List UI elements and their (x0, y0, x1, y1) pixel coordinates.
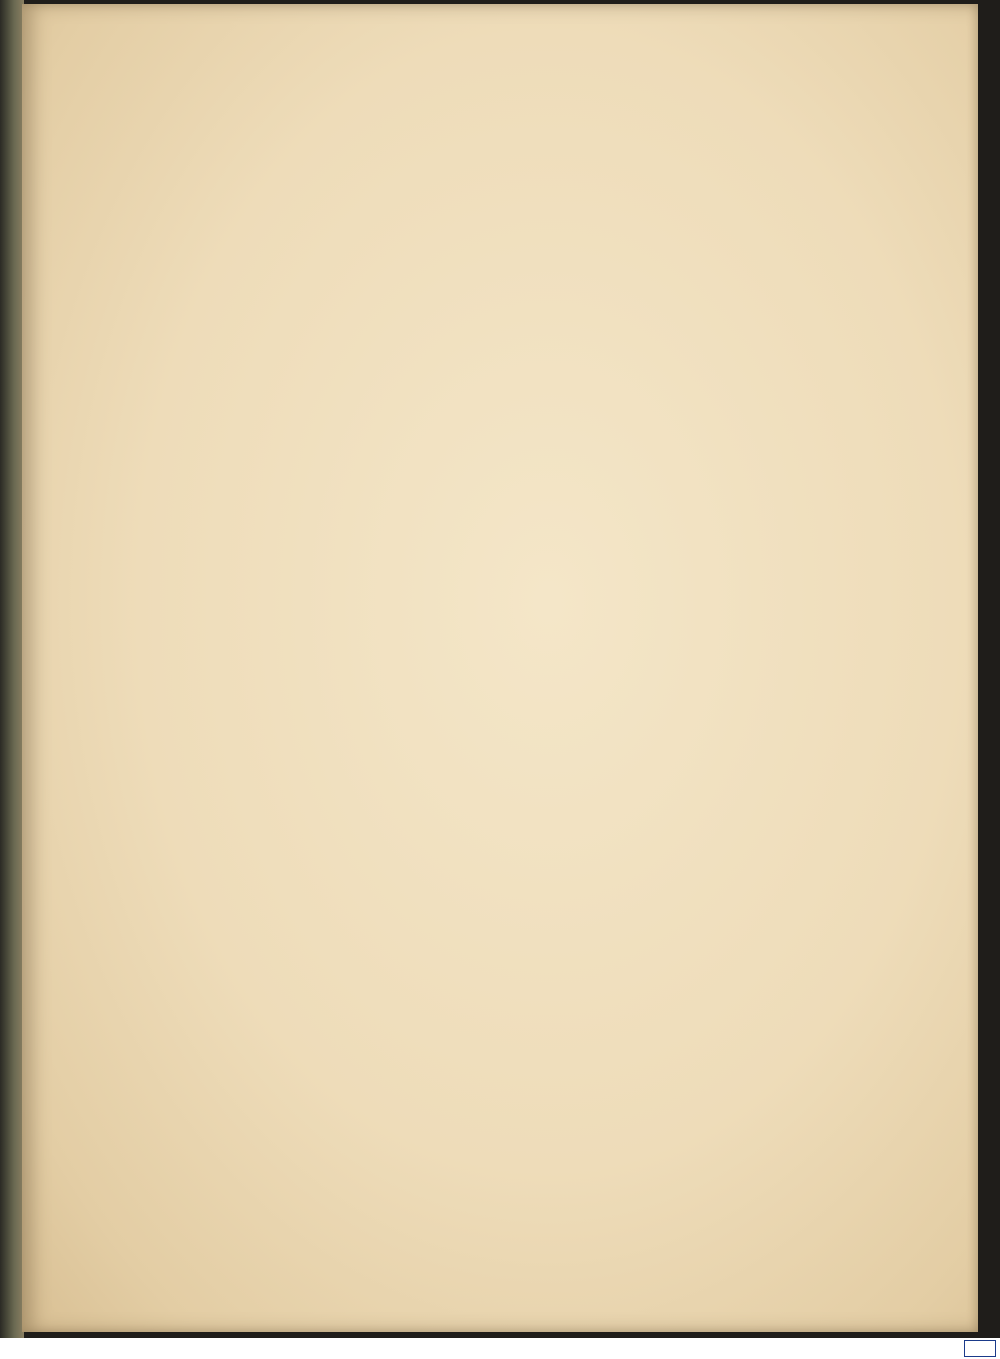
page-text (58, 60, 888, 209)
book-spine (0, 0, 24, 1338)
body-paragraph (58, 178, 888, 209)
chapter-heading (58, 64, 888, 126)
book-page (22, 4, 978, 1332)
digitization-footer (0, 1338, 1000, 1359)
catchword (58, 178, 888, 209)
dfg-logo-icon (964, 1340, 996, 1357)
chapter-subheading (58, 126, 888, 178)
